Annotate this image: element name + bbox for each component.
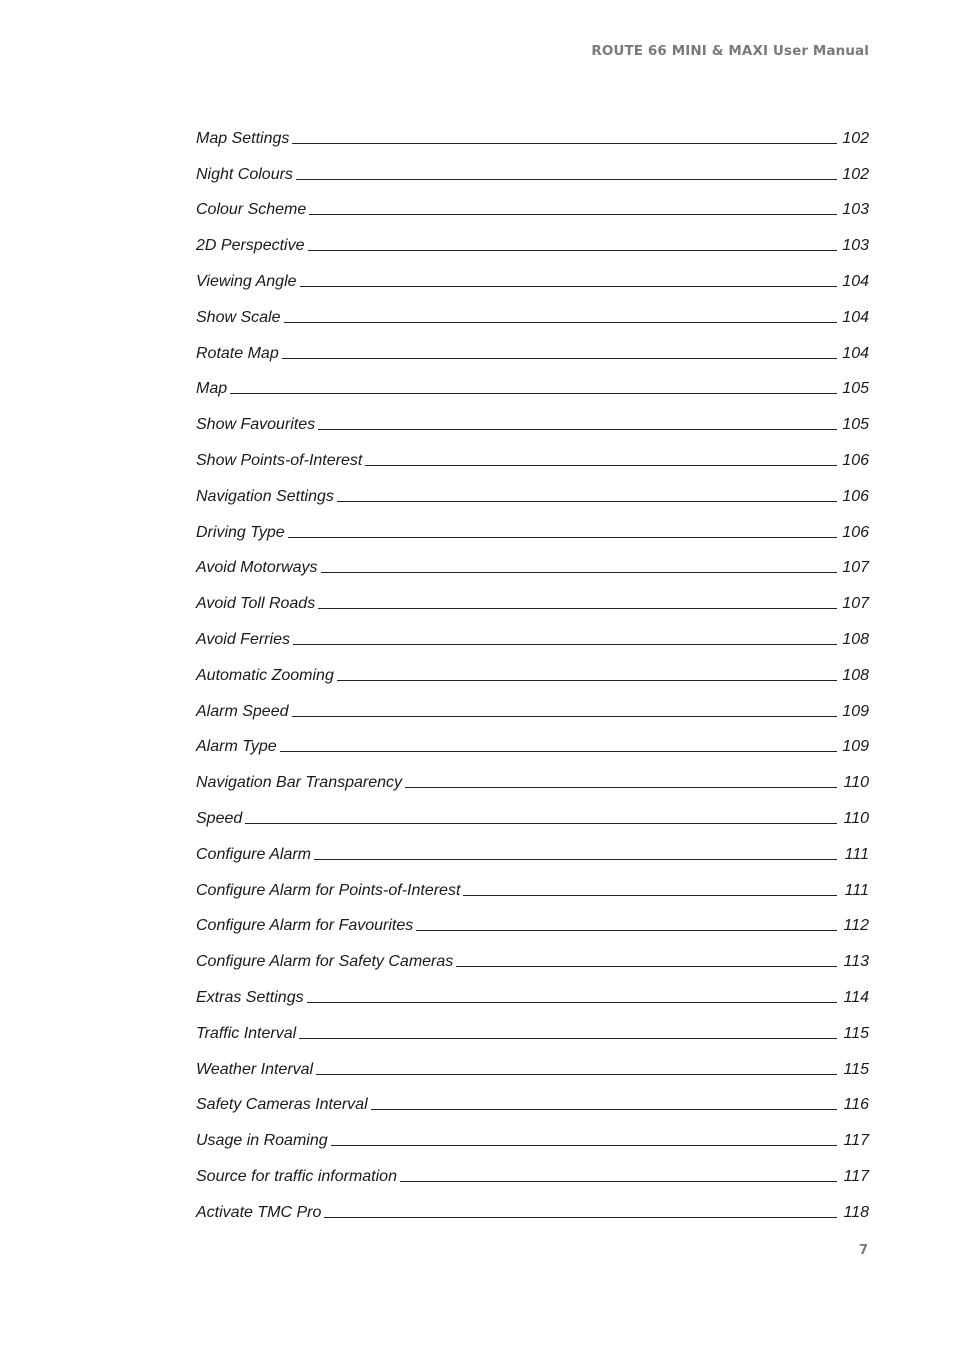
toc-entry-page: 110 (843, 774, 869, 792)
toc-entry-page: 111 (844, 845, 869, 863)
toc-entry-title: Driving Type (196, 523, 285, 541)
toc-leader-line (292, 716, 838, 717)
toc-entry-title: Rotate Map (196, 344, 279, 362)
toc-entry[interactable] (196, 829, 869, 865)
toc-leader-line (293, 644, 837, 645)
toc-entry-title: Viewing Angle (196, 272, 297, 290)
toc-entry-page: 102 (842, 129, 869, 147)
toc-leader-line (318, 429, 837, 430)
toc-leader-line (307, 1002, 837, 1003)
page-number: 7 (858, 1243, 868, 1258)
toc-entry-page: 107 (842, 559, 869, 577)
toc-entry[interactable] (196, 185, 869, 221)
toc-entry[interactable] (196, 901, 869, 937)
toc-entry-title: Navigation Settings (196, 487, 334, 505)
toc-entry-title: Avoid Toll Roads (196, 595, 316, 613)
toc-entry[interactable] (196, 1080, 869, 1116)
toc-entry-title: Activate TMC Pro (196, 1203, 322, 1221)
toc-entry-title: Configure Alarm for Points-of-Interest (196, 881, 461, 899)
toc-leader-line (314, 859, 837, 860)
table-of-contents (196, 113, 869, 1223)
toc-entry[interactable] (196, 256, 869, 292)
toc-entry-title: Weather Interval (196, 1060, 314, 1078)
toc-entry-page: 115 (843, 1024, 869, 1042)
toc-entry[interactable] (196, 399, 869, 435)
toc-entry[interactable] (196, 614, 869, 650)
toc-entry-title: Source for traffic information (196, 1167, 397, 1185)
toc-entry-title: Speed (196, 809, 243, 827)
toc-leader-line (292, 143, 837, 144)
toc-entry-page: 114 (843, 988, 869, 1006)
toc-entry-title: Night Colours (196, 165, 293, 183)
toc-entry-title: Alarm Speed (196, 702, 289, 720)
toc-entry-page: 104 (842, 308, 869, 326)
toc-entry-page: 117 (843, 1167, 869, 1185)
toc-entry-page: 109 (842, 702, 869, 720)
toc-entry-title: Extras Settings (196, 988, 304, 1006)
toc-entry-title: Map (196, 380, 228, 398)
toc-entry[interactable] (196, 1151, 869, 1187)
toc-leader-line (337, 680, 837, 681)
toc-entry-page: 116 (843, 1096, 869, 1114)
toc-entry-page: 110 (843, 809, 869, 827)
toc-entry[interactable] (196, 543, 869, 579)
toc-entry[interactable] (196, 1008, 869, 1044)
toc-entry-page: 104 (842, 272, 869, 290)
toc-entry-page: 111 (844, 881, 869, 899)
toc-entry-title: Traffic Interval (196, 1024, 297, 1042)
toc-entry-page: 113 (843, 953, 869, 971)
toc-entry-title: Navigation Bar Transparency (196, 774, 403, 792)
toc-leader-line (456, 966, 837, 967)
toc-leader-line (400, 1181, 837, 1182)
toc-leader-line (309, 214, 837, 215)
toc-leader-line (296, 179, 837, 180)
toc-entry-title: Safety Cameras Interval (196, 1096, 368, 1114)
toc-leader-line (371, 1109, 837, 1110)
toc-entry-page: 108 (842, 630, 869, 648)
toc-leader-line (318, 608, 837, 609)
toc-entry-page: 105 (842, 380, 869, 398)
toc-entry[interactable] (196, 936, 869, 972)
toc-entry[interactable] (196, 220, 869, 256)
toc-entry[interactable] (196, 686, 869, 722)
toc-entry-page: 106 (842, 523, 869, 541)
toc-entry[interactable] (196, 793, 869, 829)
toc-entry[interactable] (196, 328, 869, 364)
toc-leader-line (308, 250, 838, 251)
toc-leader-line (280, 751, 837, 752)
toc-entry-title: Show Favourites (196, 416, 316, 434)
toc-entry-title: 2D Perspective (196, 237, 305, 255)
toc-leader-line (331, 1145, 837, 1146)
toc-leader-line (288, 537, 837, 538)
toc-entry-page: 112 (843, 917, 869, 935)
toc-entry-page: 117 (843, 1132, 869, 1150)
toc-leader-line (316, 1074, 837, 1075)
toc-entry-page: 105 (842, 416, 869, 434)
toc-entry-title: Configure Alarm for Safety Cameras (196, 953, 454, 971)
running-header: ROUTE 66 MINI & MAXI User Manual (591, 43, 869, 59)
toc-entry-page: 115 (843, 1060, 869, 1078)
toc-entry-page: 107 (842, 595, 869, 613)
toc-leader-line (405, 787, 837, 788)
toc-entry-page: 106 (842, 451, 869, 469)
toc-leader-line (365, 465, 837, 466)
toc-entry-page: 118 (843, 1203, 869, 1221)
toc-entry-page: 102 (842, 165, 869, 183)
toc-entry[interactable] (196, 471, 869, 507)
toc-entry[interactable] (196, 435, 869, 471)
toc-entry-title: Configure Alarm for Favourites (196, 917, 414, 935)
toc-leader-line (300, 286, 837, 287)
toc-entry-title: Usage in Roaming (196, 1132, 328, 1150)
toc-leader-line (284, 322, 838, 323)
toc-entry-title: Show Scale (196, 308, 281, 326)
toc-entry-page: 104 (842, 344, 869, 362)
toc-entry-page: 106 (842, 487, 869, 505)
toc-entry[interactable] (196, 1187, 869, 1223)
toc-entry-page: 109 (842, 738, 869, 756)
toc-leader-line (337, 501, 837, 502)
toc-entry[interactable] (196, 113, 869, 149)
toc-entry-title: Automatic Zooming (196, 666, 334, 684)
toc-leader-line (245, 823, 837, 824)
toc-leader-line (282, 358, 837, 359)
toc-entry[interactable] (196, 865, 869, 901)
toc-entry-title: Map Settings (196, 129, 290, 147)
toc-entry[interactable] (196, 149, 869, 185)
toc-leader-line (324, 1217, 837, 1218)
toc-entry[interactable] (196, 364, 869, 400)
toc-entry[interactable] (196, 972, 869, 1008)
toc-entry[interactable] (196, 1115, 869, 1151)
toc-entry-title: Colour Scheme (196, 201, 307, 219)
toc-entry[interactable] (196, 507, 869, 543)
toc-leader-line (463, 895, 837, 896)
toc-leader-line (299, 1038, 837, 1039)
toc-entry-title: Alarm Type (196, 738, 277, 756)
toc-entry[interactable] (196, 578, 869, 614)
toc-entry-page: 103 (842, 237, 869, 255)
toc-entry[interactable] (196, 757, 869, 793)
toc-entry-title: Avoid Motorways (196, 559, 318, 577)
toc-entry[interactable] (196, 650, 869, 686)
toc-entry-page: 103 (842, 201, 869, 219)
toc-entry-page: 108 (842, 666, 869, 684)
toc-entry[interactable] (196, 292, 869, 328)
toc-entry-title: Avoid Ferries (196, 630, 290, 648)
toc-leader-line (416, 930, 837, 931)
toc-entry-title: Show Points-of-Interest (196, 451, 363, 469)
toc-leader-line (230, 393, 837, 394)
toc-entry[interactable] (196, 1044, 869, 1080)
toc-leader-line (321, 572, 837, 573)
toc-entry[interactable] (196, 722, 869, 758)
toc-entry-title: Configure Alarm (196, 845, 312, 863)
